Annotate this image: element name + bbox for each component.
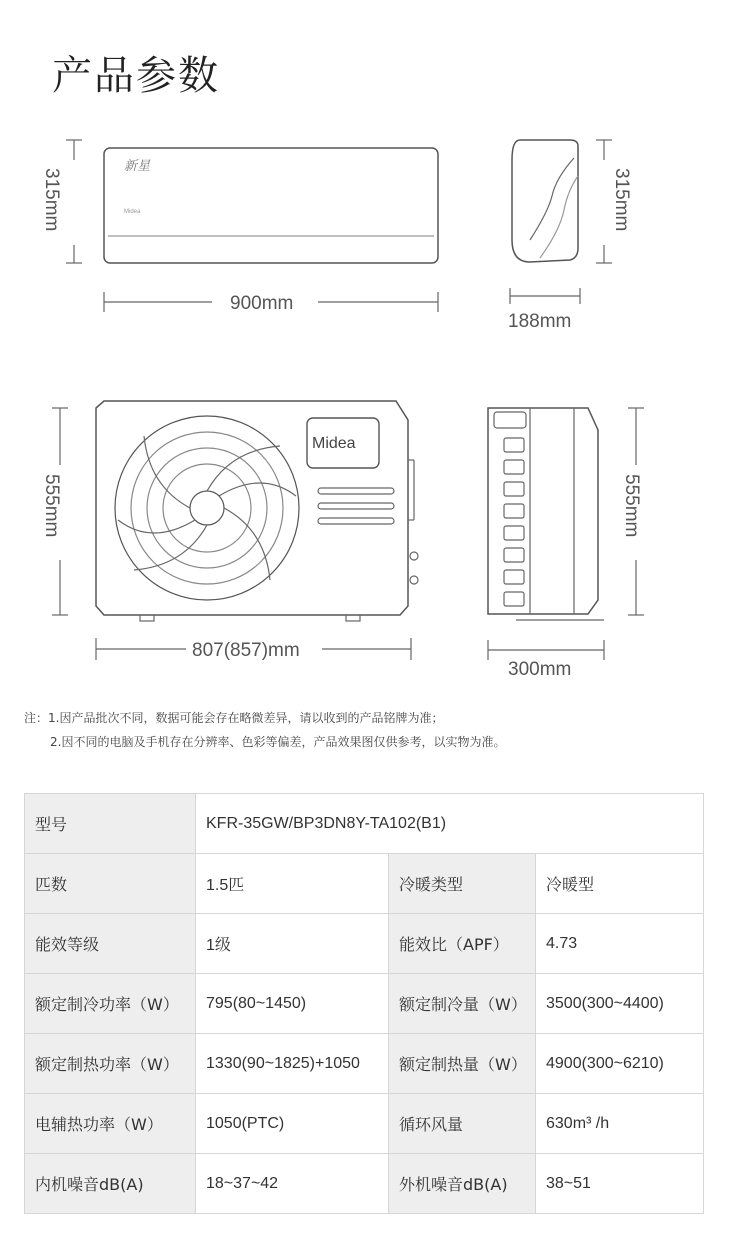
outdoor-depth-label: 300mm [508, 659, 572, 680]
spec-value: 795(80~1450) [196, 974, 389, 1034]
spec-label: 内机噪音dB(A) [25, 1154, 196, 1214]
outdoor-side-height-label: 555mm [621, 474, 642, 538]
table-row [25, 974, 704, 1034]
indoor-unit-side [512, 140, 578, 262]
spec-value: KFR-35GW/BP3DN8Y-TA102(B1) [196, 794, 704, 854]
indoor-brand-script: 新星 [124, 159, 151, 174]
spec-value: 4.73 [536, 914, 704, 974]
spec-label: 外机噪音dB(A) [389, 1154, 536, 1214]
spec-label: 电辅热功率（W） [25, 1094, 196, 1154]
indoor-width-label: 900mm [230, 293, 294, 314]
spec-value: 1330(90~1825)+1050 [196, 1034, 389, 1094]
spec-value: 3500(300~4400) [536, 974, 704, 1034]
spec-value: 38~51 [536, 1154, 704, 1214]
outdoor-height-label: 555mm [41, 474, 62, 538]
spec-label: 能效比（APF） [389, 914, 536, 974]
table-row [25, 854, 704, 914]
indoor-unit-front [104, 148, 438, 263]
indoor-side-height-dimension [596, 140, 632, 263]
spec-value: 1050(PTC) [196, 1094, 389, 1154]
outdoor-depth-dimension [488, 640, 604, 680]
spec-value: 18~37~42 [196, 1154, 389, 1214]
outdoor-unit-side [488, 408, 604, 620]
outdoor-side-height-dimension [621, 408, 644, 615]
note-line-2: 2.因不同的电脑及手机存在分辨率、色彩等偏差，产品效果图仅供参考，以实物为准。 [50, 735, 506, 749]
spec-value: 冷暖型 [536, 854, 704, 914]
table-row [25, 1094, 704, 1154]
table-row [25, 1034, 704, 1094]
spec-value: 1.5匹 [196, 854, 389, 914]
spec-label: 额定制热量（W） [389, 1034, 536, 1094]
outdoor-unit-front [96, 401, 418, 621]
spec-value: 630m³ /h [536, 1094, 704, 1154]
spec-value: 4900(300~6210) [536, 1034, 704, 1094]
indoor-side-height-label: 315mm [611, 168, 632, 232]
outdoor-brand-logo: Midea [312, 435, 356, 452]
outdoor-width-dimension [96, 638, 411, 661]
spec-label: 额定制冷量（W） [389, 974, 536, 1034]
indoor-height-label: 315mm [41, 168, 62, 232]
spec-label: 匹数 [25, 854, 196, 914]
dimension-diagram [0, 120, 730, 680]
spec-label: 能效等级 [25, 914, 196, 974]
spec-value: 1级 [196, 914, 389, 974]
indoor-width-dimension [104, 292, 438, 314]
indoor-brand-small: Midea [124, 209, 141, 215]
indoor-depth-dimension [508, 288, 580, 332]
indoor-height-dimension [41, 140, 82, 263]
spec-label: 循环风量 [389, 1094, 536, 1154]
page-title: 产品参数 [52, 53, 220, 99]
table-row [25, 914, 704, 974]
table-row [25, 794, 704, 854]
spec-label: 冷暖类型 [389, 854, 536, 914]
indoor-depth-label: 188mm [508, 311, 572, 332]
spec-label: 额定制冷功率（W） [25, 974, 196, 1034]
spec-label: 型号 [25, 794, 196, 854]
notes [24, 706, 505, 754]
outdoor-height-dimension [41, 408, 68, 615]
spec-table [24, 793, 704, 1214]
spec-label: 额定制热功率（W） [25, 1034, 196, 1094]
table-row [25, 1154, 704, 1214]
note-line-1: 注：1.因产品批次不同，数据可能会存在略微差异，请以收到的产品铭牌为准； [24, 711, 444, 725]
outdoor-width-label: 807(857)mm [192, 640, 300, 661]
